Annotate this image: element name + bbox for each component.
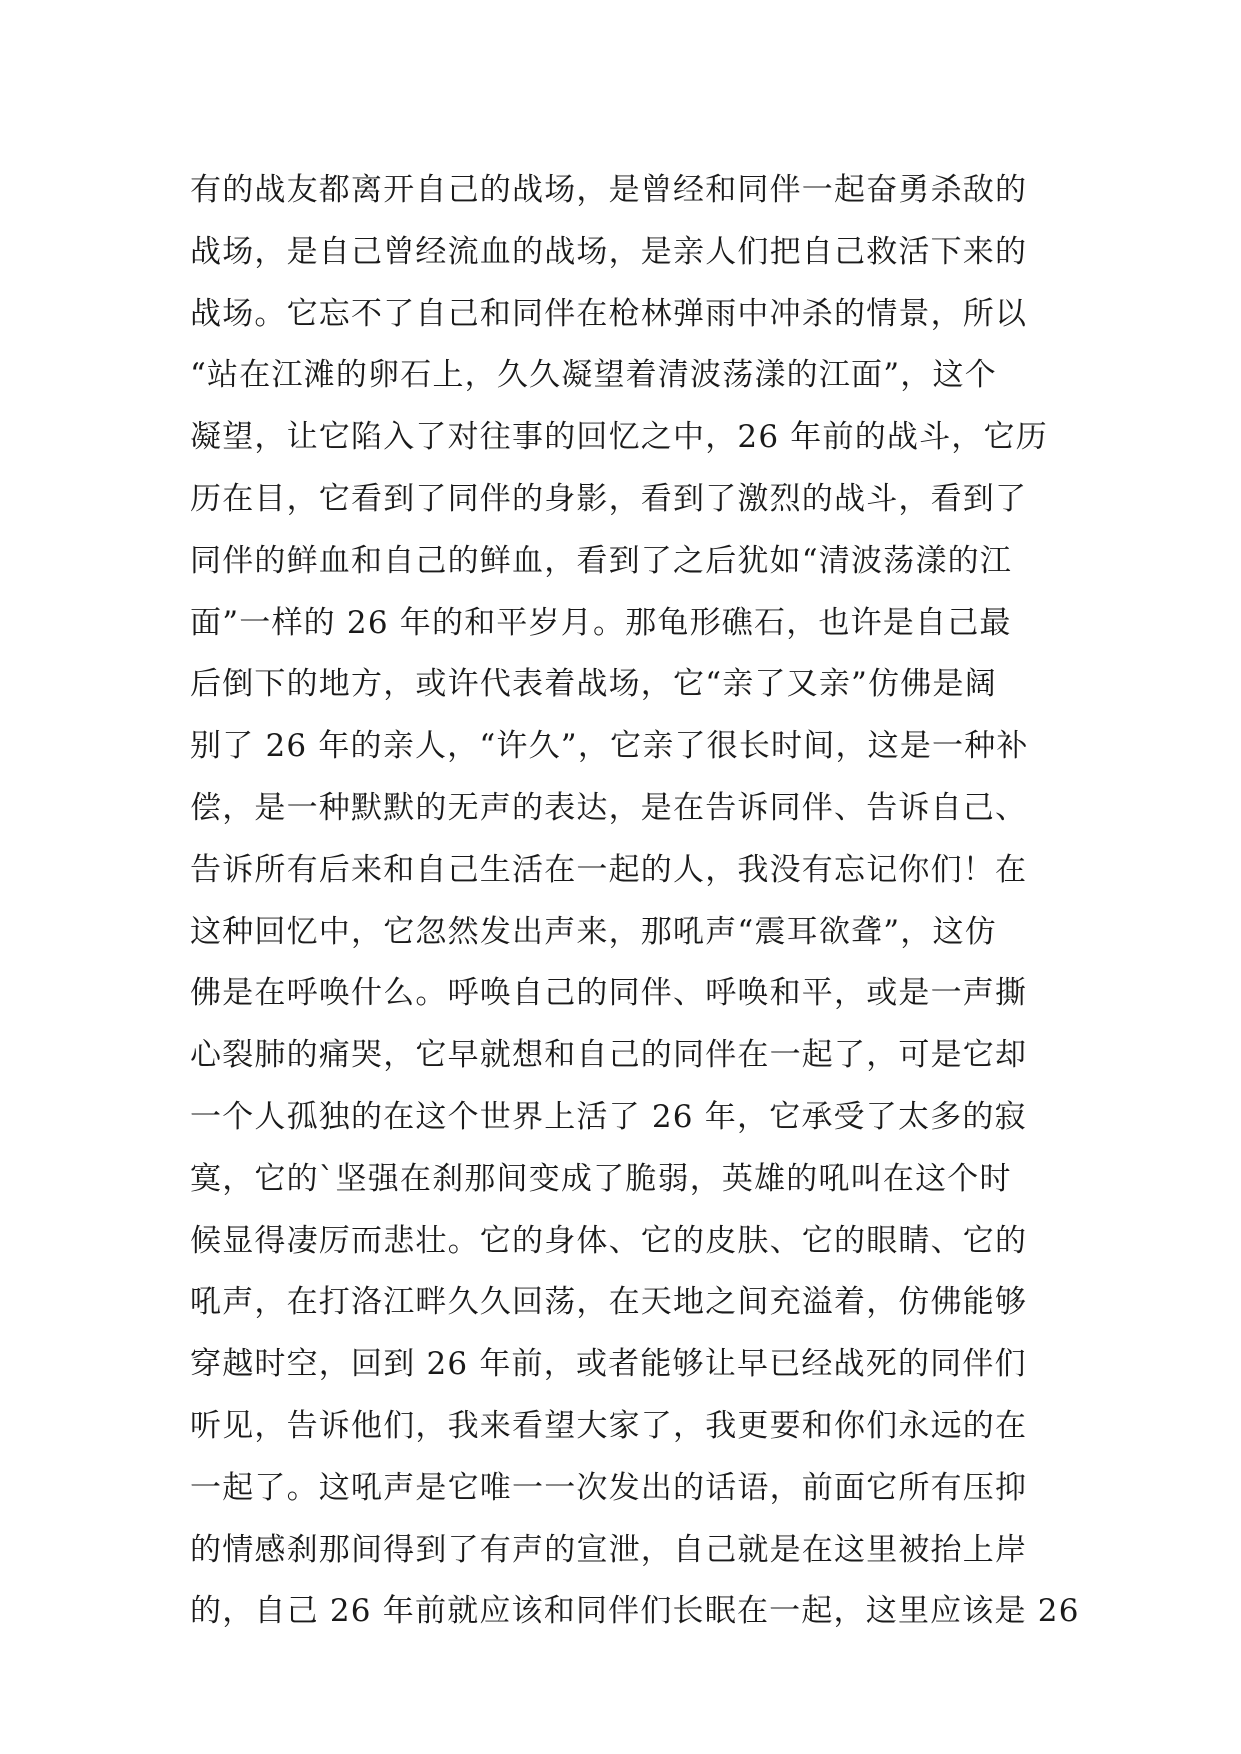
text-line: 历在目，它看到了同伴的身影，看到了激烈的战斗，看到了: [190, 480, 1028, 517]
text-line: 有的战友都离开自己的战场，是曾经和同伴一起奋勇杀敌的: [190, 172, 1028, 208]
text-line: 面”一样的 26 年的和平岁月。那龟形礁石，也许是自己最: [190, 604, 1012, 641]
text-line: 后倒下的地方，或许代表着战场，它“亲了又亲”仿佛是阔: [190, 666, 997, 703]
text-line: 候显得凄厉而悲壮。它的身体、它的皮肤、它的眼睛、它的: [190, 1222, 1028, 1259]
text-line: 偿，是一种默默的无声的表达，是在告诉同伴、告诉自己、: [190, 789, 1028, 826]
text-line: 的，自己 26 年前就应该和同伴们长眠在一起，这里应该是 26: [190, 1593, 1080, 1630]
text-line: 佛是在呼唤什么。呼唤自己的同伴、呼唤和平，或是一声撕: [190, 975, 1028, 1012]
text-line: 战场。它忘不了自己和同伴在枪林弹雨中冲杀的情景，所以: [190, 295, 1028, 332]
text-line: 别了 26 年的亲人，“许久”，它亲了很长时间，这是一种补: [190, 728, 1029, 765]
text-line: 的情感刹那间得到了有声的宣泄，自己就是在这里被抬上岸: [190, 1531, 1028, 1568]
text-line: 心裂肺的痛哭，它早就想和自己的同伴在一起了，可是它却: [190, 1037, 1028, 1074]
body-text: [190, 160, 1080, 1643]
text-line: 凝望，让它陷入了对往事的回忆之中，26 年前的战斗，它历: [190, 419, 1048, 456]
text-line: 一个人孤独的在这个世界上活了 26 年，它承受了太多的寂: [190, 1098, 1027, 1135]
text-line: 告诉所有后来和自己生活在一起的人，我没有忘记你们！在: [190, 851, 1028, 888]
text-line: 同伴的鲜血和自己的鲜血，看到了之后犹如“清波荡漾的江: [190, 542, 1013, 579]
text-line: 听见，告诉他们，我来看望大家了，我更要和你们永远的在: [190, 1407, 1028, 1444]
text-line: 这种回忆中，它忽然发出声来，那吼声“震耳欲聋”，这仿: [190, 913, 997, 950]
text-line: 吼声，在打洛江畔久久回荡，在天地之间充溢着，仿佛能够: [190, 1284, 1028, 1321]
text-line: “站在江滩的卵石上，久久凝望着清波荡漾的江面”，这个: [190, 357, 997, 394]
text-line: 战场，是自己曾经流血的战场，是亲人们把自己救活下来的: [190, 233, 1028, 270]
text-line: 寞，它的`坚强在刹那间变成了脆弱，英雄的吼叫在这个时: [190, 1160, 1012, 1197]
text-line: 穿越时空，回到 26 年前，或者能够让早已经战死的同伴们: [190, 1346, 1027, 1383]
text-line: 一起了。这吼声是它唯一一次发出的话语，前面它所有压抑: [190, 1469, 1028, 1506]
